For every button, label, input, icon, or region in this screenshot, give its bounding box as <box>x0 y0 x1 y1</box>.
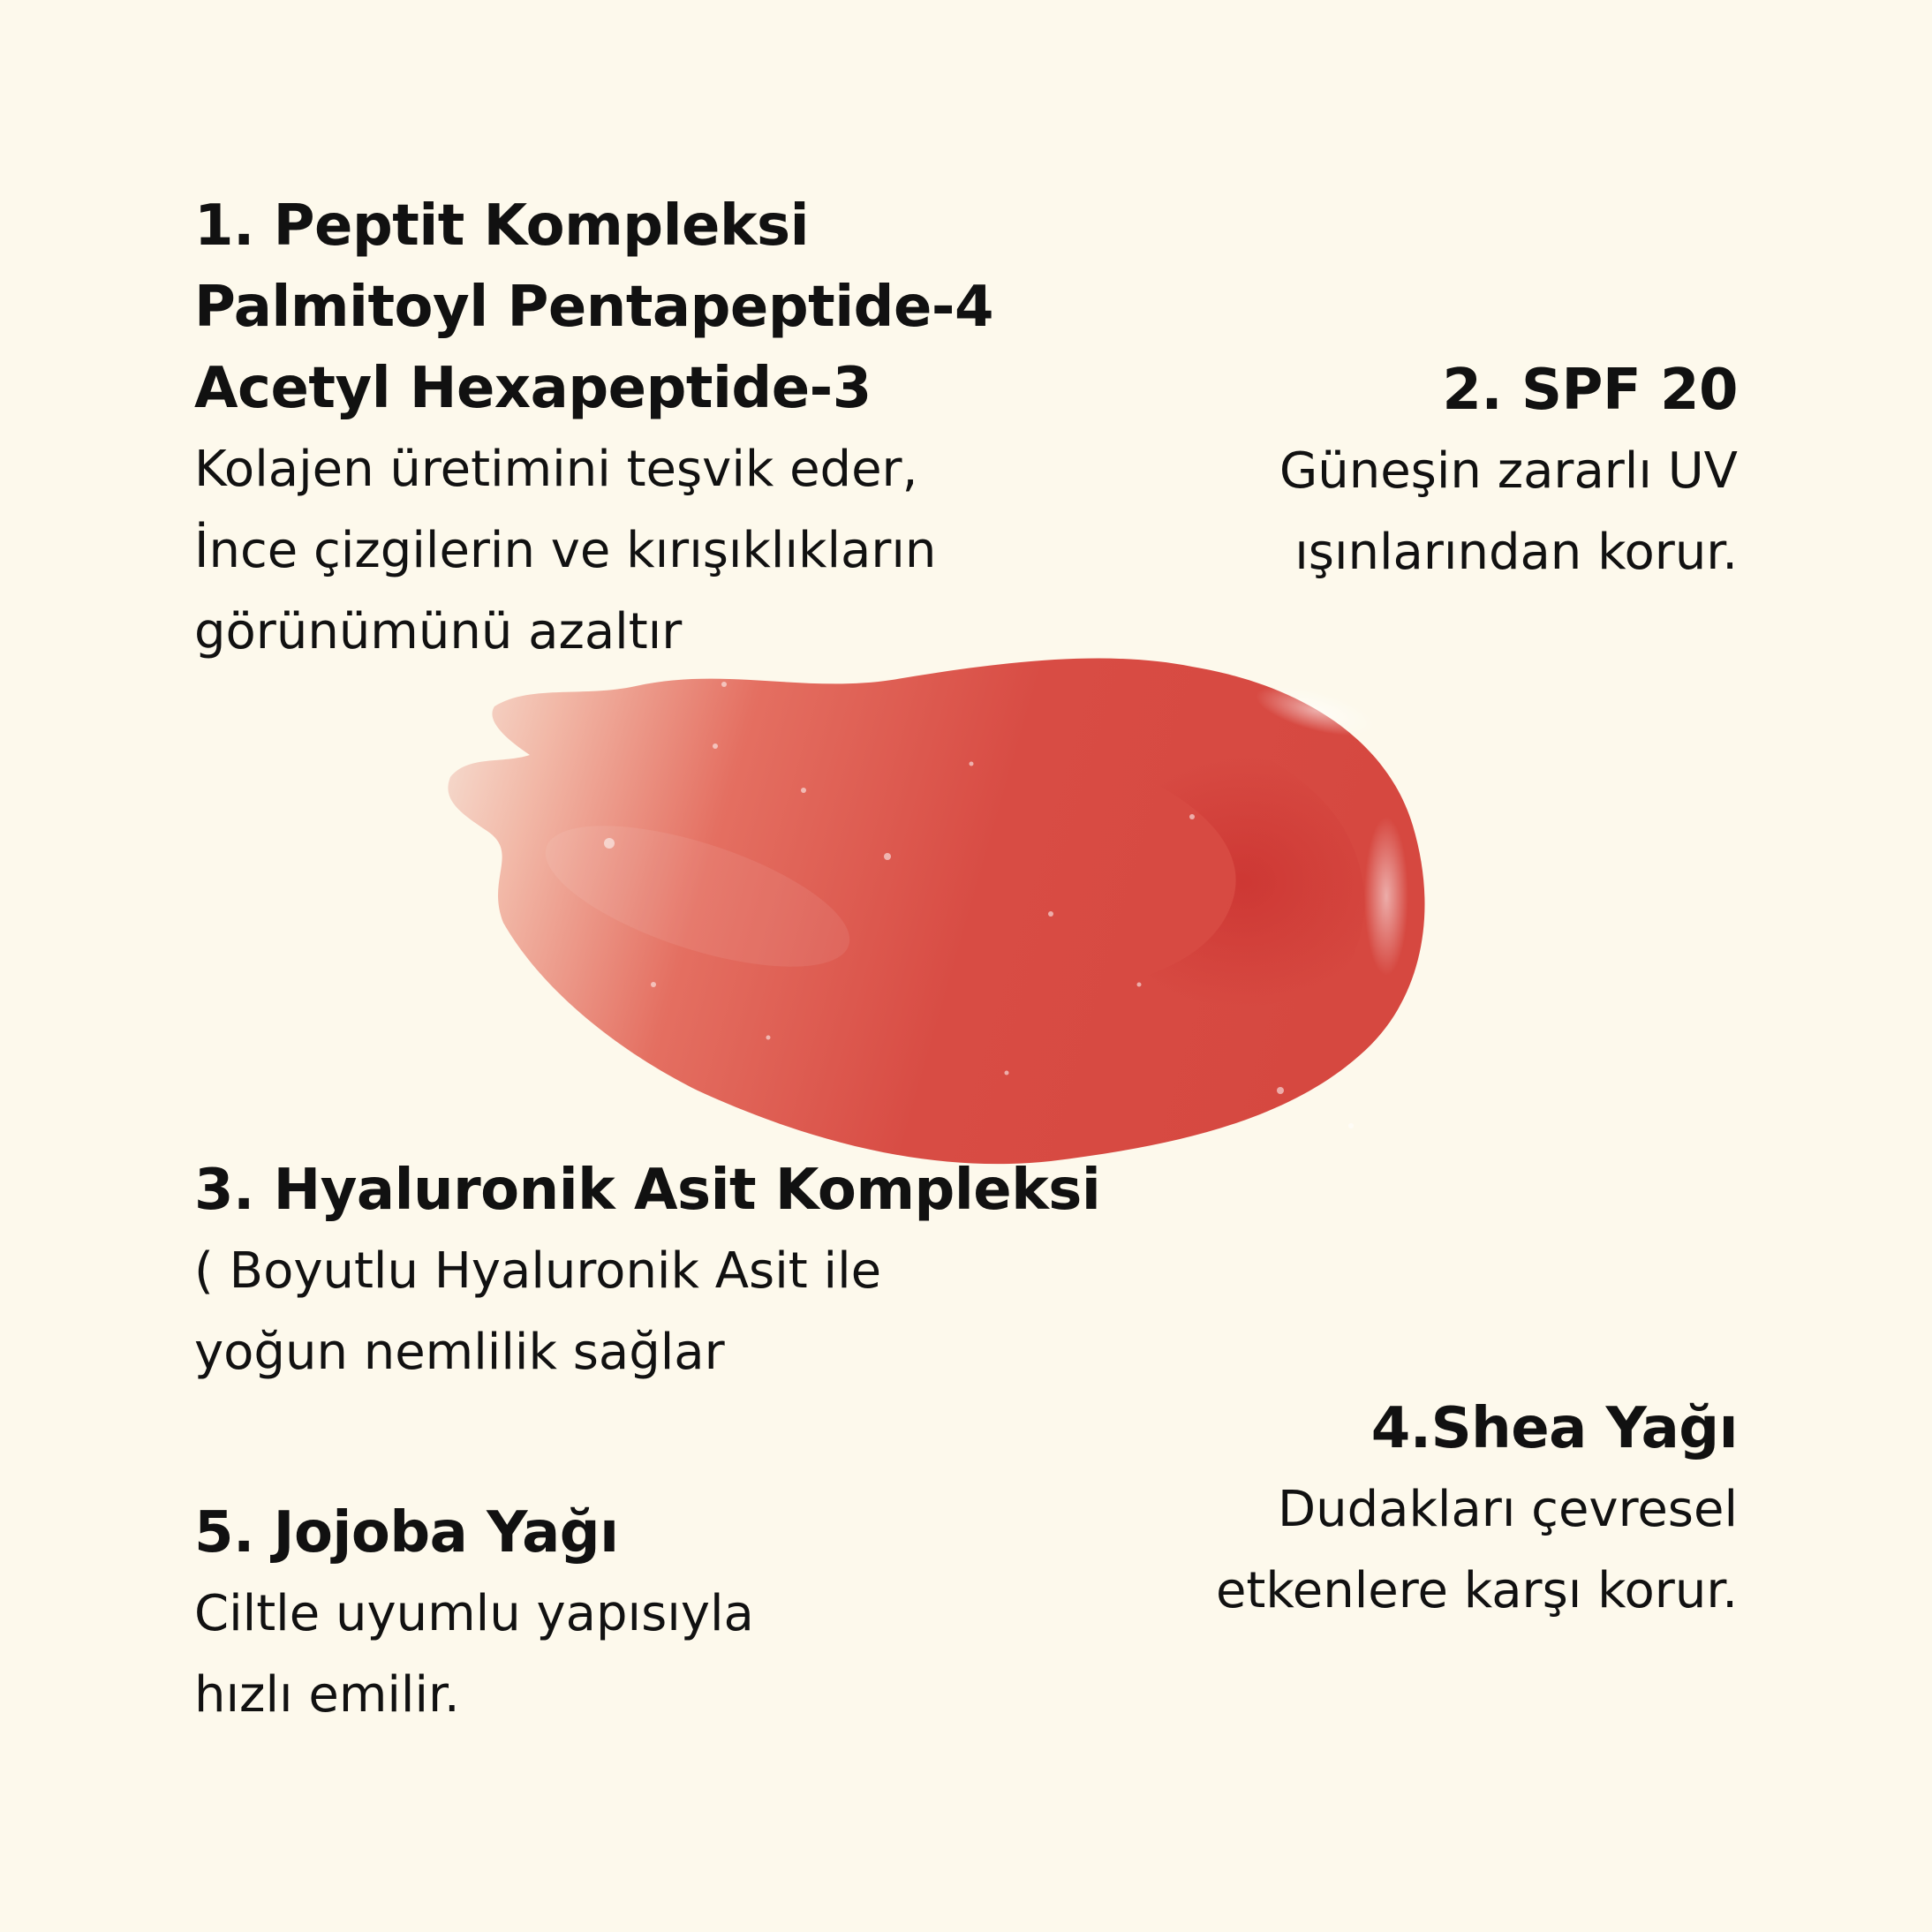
shea-desc-2: etkenlere karşı korur. <box>1215 1562 1738 1619</box>
peptide-title: 1. Peptit Kompleksi <box>194 193 810 259</box>
peptide-subtitle-2: Acetyl Hexapeptide-3 <box>194 356 872 421</box>
peptide-desc-1: Kolajen üretimini teşvik eder, <box>194 441 918 498</box>
hyaluronic-acid-block <box>194 1150 1100 1393</box>
spf-desc-1: Güneşin zararlı UV <box>1279 442 1738 500</box>
peptide-subtitle-1: Palmitoyl Pentapeptide-4 <box>194 275 993 340</box>
hyaluronic-desc-2: yoğun nemlilik sağlar <box>194 1324 725 1381</box>
spf-desc-2: ışınlarından korur. <box>1294 524 1738 581</box>
peptide-desc-3: görünümünü azaltır <box>194 603 683 660</box>
shea-butter-block <box>1216 1388 1738 1632</box>
jojoba-desc-1: Ciltle uyumlu yapısıyla <box>194 1585 754 1642</box>
peptide-complex-block <box>194 185 993 673</box>
jojoba-desc-2: hızlı emilir. <box>194 1666 460 1724</box>
shea-title: 4.Shea Yağı <box>1370 1396 1738 1461</box>
jojoba-oil-block <box>194 1492 754 1736</box>
lipstick-smear-image <box>433 631 1430 1179</box>
peptide-desc-2: İnce çizgilerin ve kırışıklıkların <box>194 522 937 579</box>
jojoba-title: 5. Jojoba Yağı <box>194 1500 619 1566</box>
shea-desc-1: Dudakları çevresel <box>1278 1481 1738 1538</box>
spf-block <box>1279 350 1738 593</box>
spf-title: 2. SPF 20 <box>1442 358 1738 423</box>
hyaluronic-title: 3. Hyaluronik Asit Kompleksi <box>194 1158 1101 1223</box>
hyaluronic-desc-1: ( Boyutlu Hyaluronik Asit ile <box>194 1242 882 1300</box>
